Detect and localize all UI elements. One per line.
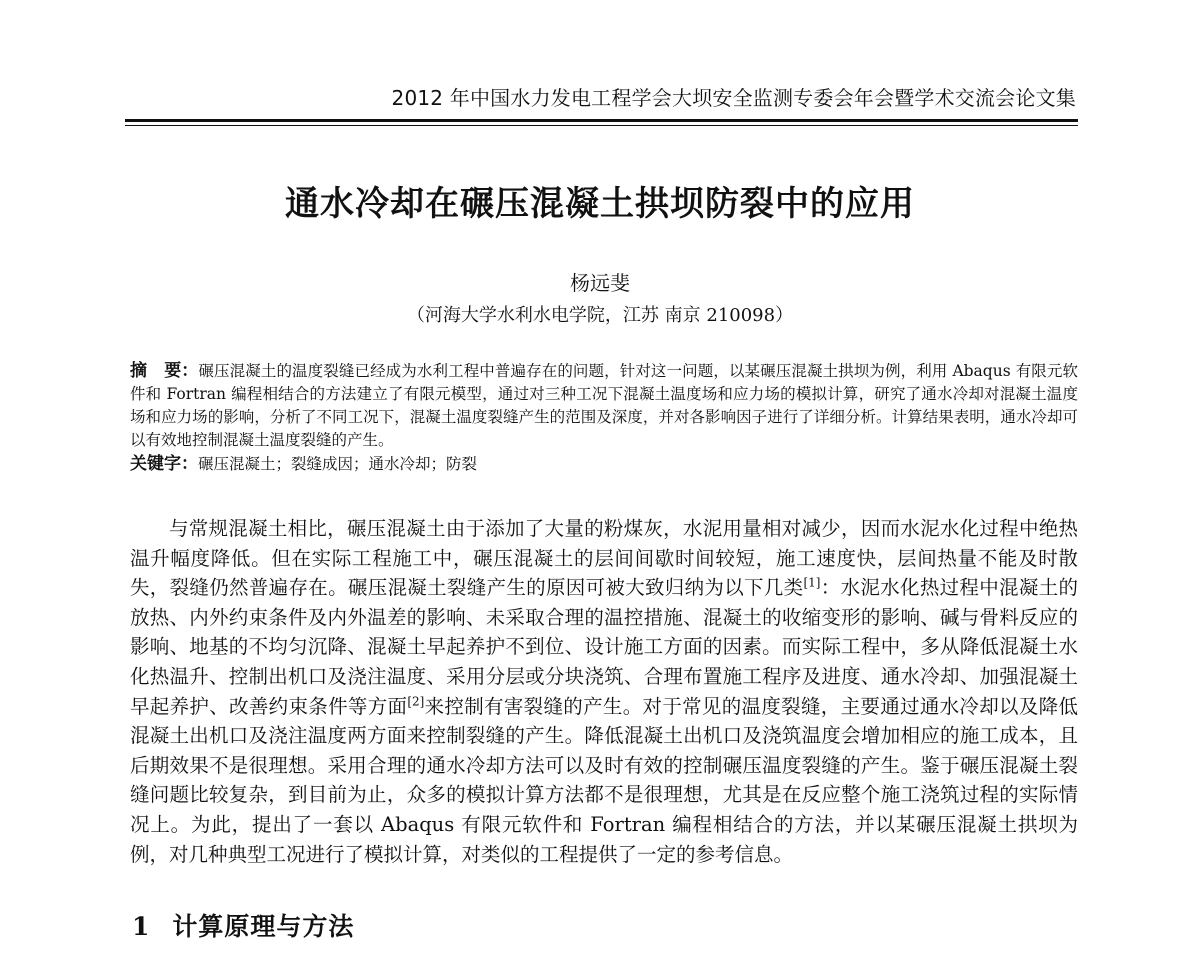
intro-text-part1: 与常规混凝土相比，碾压混凝土由于添加了大量的粉煤灰，水泥用量相对减少，因而水泥水化过程中绝热温升幅度降低。但在实际工程施工中，碾压混凝土的层间间歇时间较短，施工速度快，层间热量不能及时散失，裂缝仍然普遍存在。碾压混凝土裂缝产生的原因可被大致归纳为以下几类 (130, 517, 1078, 600)
abstract (130, 360, 1078, 452)
author-affiliation: （河海大学水利水电学院，江苏 南京 210098） (406, 305, 794, 326)
header-rule-thick (125, 119, 1078, 122)
intro-text-part2: ：水泥水化热过程中混凝土的放热、内外约束条件及内外温差的影响、未采取合理的温控措施、混凝土的收缩变形的影响、碱与骨料反应的影响、地基的不均匀沉降、混凝土早起养护不到位、设计施工方面的因素。而实际工程中，多从降低混凝土水化热温升、控制出机口及浇注温度、采用分层或分块浇筑、合理布置施工程序及进度、通水冷却、加强混凝土早起养护、改善约束条件等方面 (130, 576, 1078, 718)
running-header: 2012 年中国水力发电工程学会大坝安全监测专委会年会暨学术交流会论文集 (391, 86, 1076, 110)
introduction-paragraph (130, 514, 1078, 869)
abstract-label: 摘 要： (130, 361, 199, 381)
citation-2: [2] (407, 694, 425, 709)
citation-1: [1] (803, 575, 821, 590)
keywords-label: 关键字： (130, 454, 198, 474)
paper-title: 通水冷却在碾压混凝土拱坝防裂中的应用 (285, 184, 915, 224)
keywords (130, 453, 1078, 476)
section-heading (132, 908, 354, 946)
header-rule-thin (125, 125, 1078, 126)
abstract-text: 碾压混凝土的温度裂缝已经成为水利工程中普遍存在的问题，针对这一问题，以某碾压混凝土拱坝为例，利用 Abaqus 有限元软件和 Fortran 编程相结合的方法建立了有限元模型，通过对三种工况下混凝土温度场和应力场的模拟计算，研究了通水冷却对混凝土温度场和应力场的影响，分析了不同工况下，混凝土温度裂缝产生的范围及深度，并对各影响因子进行了详细分析。计算结果表明，通水冷却可以有效地控制混凝土温度裂缝的产生。 (130, 362, 1079, 449)
section-title: 计算原理与方法 (172, 912, 355, 941)
keywords-text: 碾压混凝土；裂缝成因；通水冷却；防裂 (198, 455, 478, 473)
author-name: 杨远斐 (570, 271, 630, 295)
intro-text-part3: 来控制有害裂缝的产生。对于常见的温度裂缝，主要通过通水冷却以及降低混凝土出机口及浇注温度两方面来控制裂缝的产生。降低混凝土出机口及浇筑温度会增加相应的施工成本，且后期效果不是很理想。采用合理的通水冷却方法可以及时有效的控制碾压温度裂缝的产生。鉴于碾压混凝土裂缝问题比较复杂，到目前为止，众多的模拟计算方法都不是很理想，尤其是在反应整个施工浇筑过程的实际情况上。为此，提出了一套以 Abaqus 有限元软件和 Fortran 编程相结合的方法，并以某碾压混凝土拱坝为例，对几种典型工况进行了模拟计算，对类似的工程提供了一定的参考信息。 (130, 694, 1078, 866)
section-number: 1 (132, 912, 151, 941)
